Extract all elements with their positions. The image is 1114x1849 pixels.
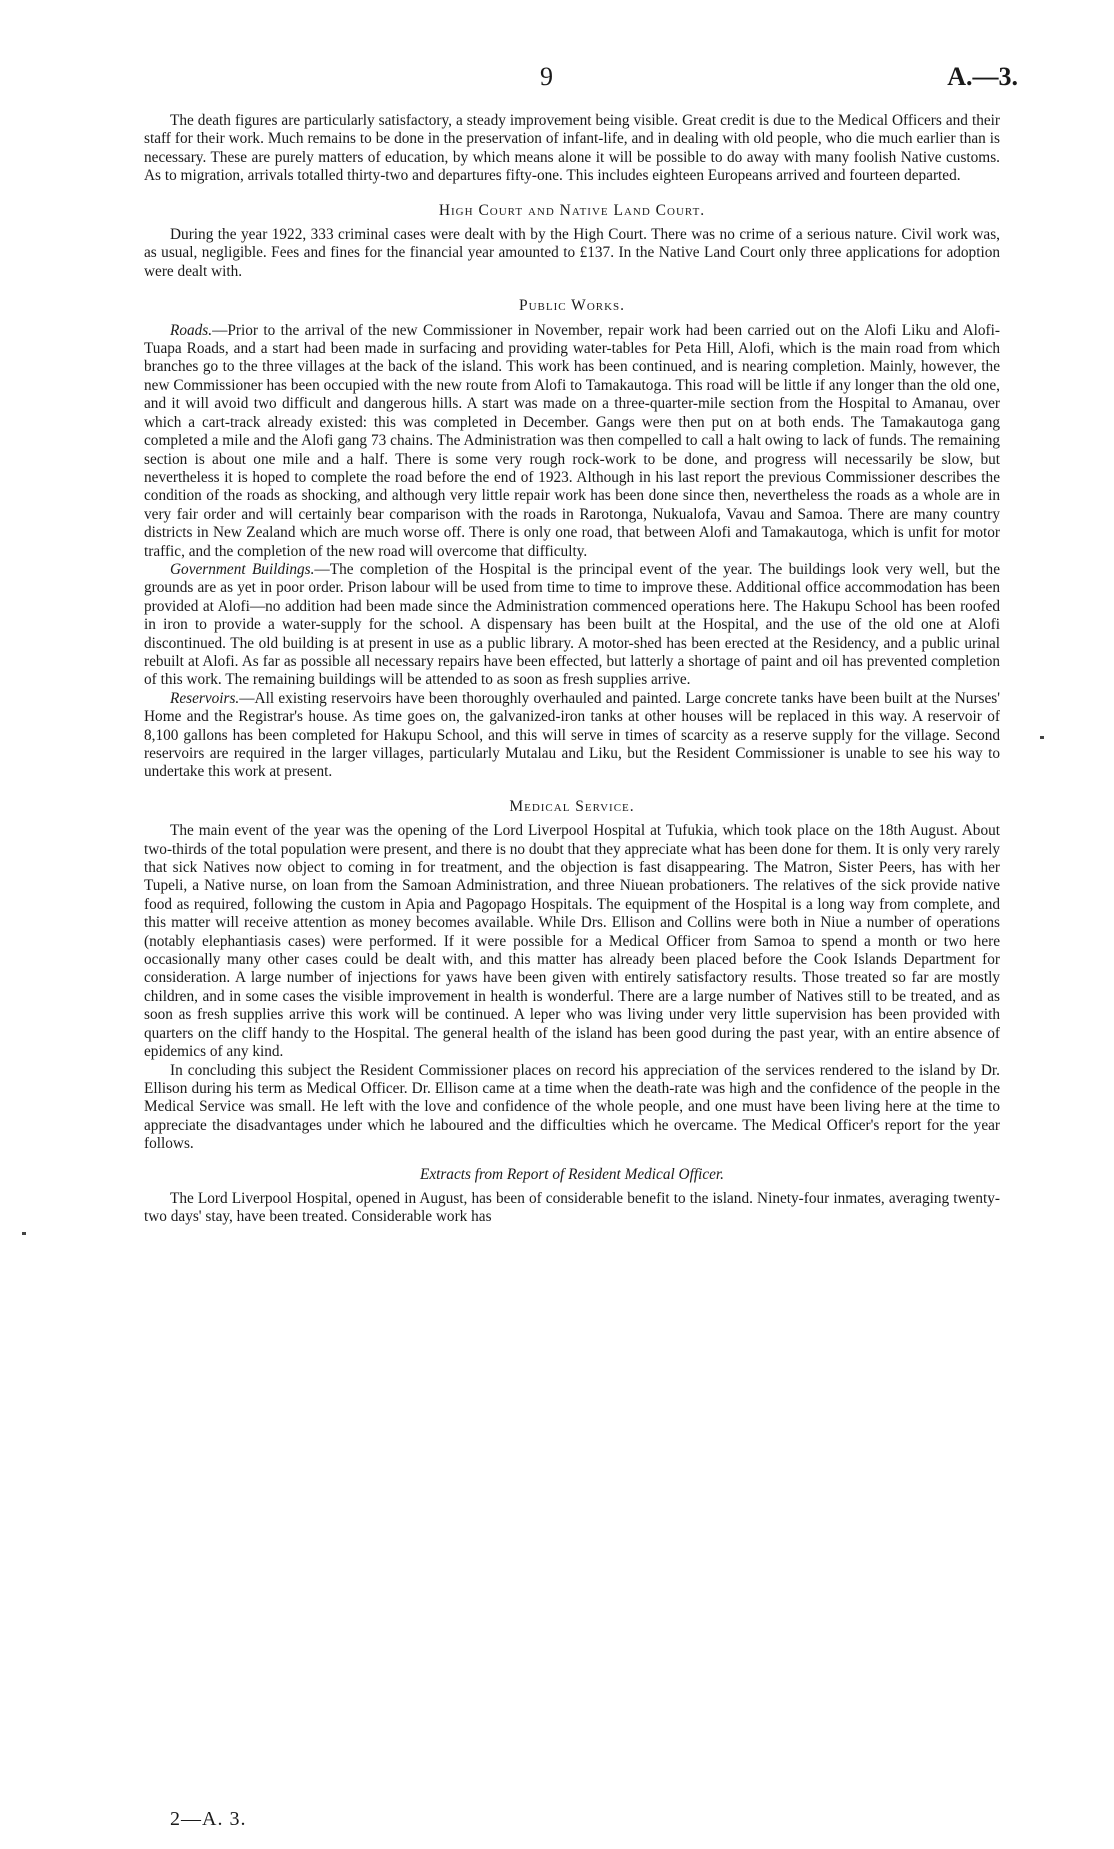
public-works-heading: Public Works. <box>518 297 626 315</box>
medical-paragraph-1: The main event of the year was the opening of the Lord Liverpool Hospital at Tufukia, which took place on the 18th August. About two-thirds of the total population were present, and there is no doubt that they appreciate what has been done for them. It is only very rarely that sick Natives now object to coming in for treatment, and the objection is fast disappearing. The Matron, Sister Peers, has with her Tupeli, a Native nurse, on loan from the Samoan Administration, and three Niuean probationers. The relatives of the sick provide native food as required, following the custom in Apia and Pagopago Hospitals. The equipment of the Hospital is a long way from complete, and this matter will receive attention as money becomes available. While Drs. Ellison and Collins were both in Niue a number of operations (notably elephantiasis cases) were performed. If it were possible for a Medical Officer from Samoa to spend a month or two here occasionally many other cases could be dealt with, and this matter has already been placed before the Cook Islands Department for consideration. A large number of injections for yaws have been given with entirely satisfactory results. Those treated so far are mostly children, and in some cases the visible improvement in health is wonderful. There are a large number of Natives still to be treated, and as soon as fresh supplies arrive this work will be continued. A leper who was living under very little supervision has been provided with quarters on the cliff handy to the Hospital. The general health of the island has been good during the past year, with an entire absence of epidemics of any kind. <box>144 822 1000 1061</box>
buildings-paragraph <box>144 561 1000 690</box>
scan-speck <box>1040 736 1044 739</box>
intro-paragraph: The death figures are particularly satisfactory, a steady improvement being visible. Great credit is due to the Medical Officers and their staff for their work. Much remains to be done in the preservation of infant-life, and in dealing with old people, who die much earlier than is necessary. These are purely matters of education, by which means alone it will be possible to do away with many foolish Native customs. As to migration, arrivals totalled thirty-two and departures fifty-one. This includes eighteen Europeans arrived and fourteen departed. <box>144 112 1000 185</box>
court-paragraph: During the year 1922, 333 criminal cases were dealt with by the High Court. There was no crime of a serious nature. Civil work was, as usual, negligible. Fees and fines for the financial year amounted to £137. In the Native Land Court only three applications for adoption were dealt with. <box>144 226 1000 280</box>
document-reference: A.—3. <box>947 62 1018 91</box>
footer-signature: 2—A. 3. <box>170 1808 247 1830</box>
medical-paragraph-2: In concluding this subject the Resident Commissioner places on record his appreciation of the services rendered to the island by Dr. Ellison during his term as Medical Officer. Dr. Ellison came at a time when the death-rate was high and the confidence of the people in the Medical Service was small. He left with the love and confidence of the whole people, and one must have been living here at the time to appreciate the disadvantages under which he laboured and the difficulties which he overcame. The Medical Officer's report for the year follows. <box>144 1061 1000 1153</box>
roads-lead: Roads. <box>170 321 213 339</box>
roads-paragraph <box>144 322 1000 561</box>
extracts-paragraph: The Lord Liverpool Hospital, opened in August, has been of considerable benefit to the island. Ninety-four inmates, averaging twenty-two days' stay, have been treated. Considerable work has <box>144 1189 1000 1226</box>
court-heading: High Court and Native Land Court. <box>438 201 706 219</box>
document-body <box>144 112 1000 1227</box>
reservoirs-text: —All existing reservoirs have been thoroughly overhauled and painted. Large concrete tanks have been built at the Nurses' Home and the Registrar's house. As time goes on, the galvanized-iron tanks at other houses will be replaced in this way. A reservoir of 8,100 gallons has been completed for Hakupu School, and this will serve in times of scarcity as a reserve supply for the village. Second reservoirs are required in the larger villages, particularly Mutalau and Liku, but the Resident Commissioner is unable to see his way to undertake this work at present. <box>144 689 1000 781</box>
reservoirs-paragraph <box>144 690 1000 782</box>
extracts-heading: Extracts from Report of Resident Medical Officer. <box>419 1165 725 1183</box>
page-number: 9 <box>540 62 553 91</box>
roads-text: —Prior to the arrival of the new Commissioner in November, repair work had been carried out on the Alofi Liku and Alofi-Tuapa Roads, and a start had been made in surfacing and providing water-tables for Peta Hill, Alofi, which is the main road from which branches go to the three villages at the back of the island. This work has been continued, and is nearing completion. Mainly, however, the new Commissioner has been occupied with the new route from Alofi to Tamakautoga. This road will be little if any longer than the old one, and it will avoid two difficult and dangerous hills. A start was made on a three-quarter-mile section from the Hospital to Amanau, over which a cart-track already existed: this was completed in December. Gangs were then put on at both ends. The Tamakautoga gang completed a mile and the Alofi gang 73 chains. The Administration was then compelled to call a halt owing to lack of funds. The remaining section is about one mile and a half. There is some very rough rock-work to be done, and progress will necessarily be slow, but nevertheless it is hoped to complete the road before the end of 1923. Although in his last report the previous Commissioner describes the condition of the roads as shocking, and although very little repair work has been done since then, nevertheless the roads as a whole are in very fair order and will certainly bear comparison with the roads in Rarotonga, Nukualofa, Vavau and Samoa. There are many country districts in New Zealand which are much worse off. There is only one road, that between Alofi and Tamakautoga, which is unfit for motor traffic, and the completion of the new road will overcome that difficulty. <box>144 321 1000 560</box>
buildings-lead: Government Buildings. <box>170 560 315 578</box>
buildings-text: —The completion of the Hospital is the principal event of the year. The buildings look very well, but the grounds are as yet in poor order. Prison labour will be used from time to time to improve these. Additional office accommodation has been provided at Alofi—no addition had been made since the Administration commenced operations here. The Hakupu School has been roofed in iron to provide a water-supply for the school. A dispensary has been built at the Hospital, and the use of the old one at Alofi discontinued. The old building is at present in use as a public library. A motor-shed has been erected at the Residency, and a public urinal rebuilt at Alofi. As far as possible all necessary repairs have been effected, but latterly a shortage of paint and oil has prevented completion of this work. The remaining buildings will be attended to as soon as fresh supplies arrive. <box>144 560 1000 689</box>
reservoirs-lead: Reservoirs. <box>170 689 240 707</box>
medical-heading: Medical Service. <box>509 797 635 815</box>
scan-speck <box>22 1232 26 1235</box>
